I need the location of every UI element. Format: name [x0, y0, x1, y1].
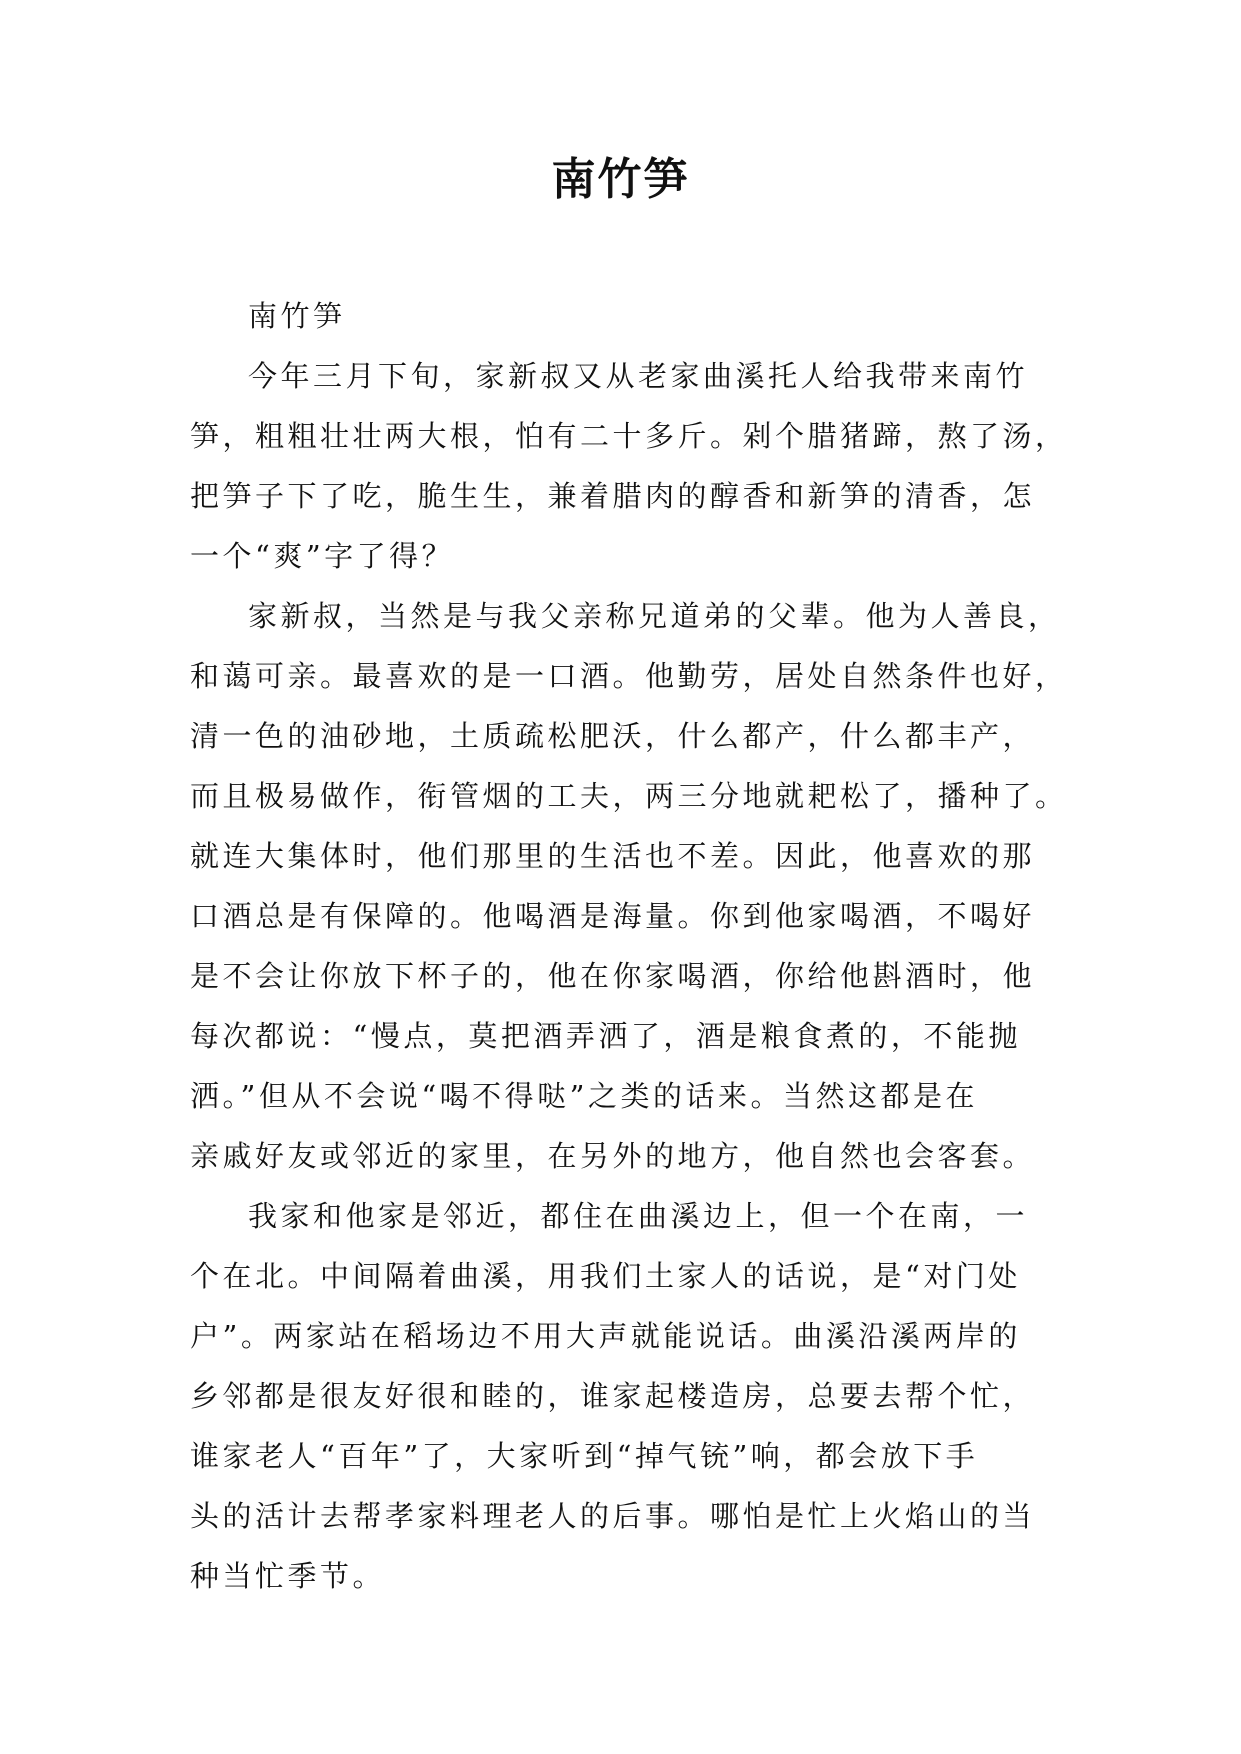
text-line: 和蔼可亲。最喜欢的是一口酒。他勤劳，居处自然条件也好， [190, 659, 1068, 693]
text-line: 就连大集体时，他们那里的生活也不差。因此，他喜欢的那 [190, 839, 1036, 873]
text-line: 乡邻都是很友好很和睦的，谁家起楼造房，总要去帮个忙， [190, 1379, 1036, 1413]
document-body [190, 286, 1080, 1606]
text-line: 一个“爽”字了得？ [190, 539, 455, 573]
text-line: 是不会让你放下杯子的，他在你家喝酒，你给他斟酒时，他 [190, 959, 1036, 993]
text-line: 谁家老人“百年”了，大家听到“掉气铳”响，都会放下手 [190, 1439, 979, 1473]
text-line: 头的活计去帮孝家料理老人的后事。哪怕是忙上火焰山的当 [190, 1499, 1036, 1533]
text-line: 我家和他家是邻近，都住在曲溪边上，但一个在南，一 [248, 1199, 1029, 1233]
paragraph [190, 586, 1080, 1186]
text-line: 个在北。中间隔着曲溪，用我们土家人的话说，是“对门处 [190, 1259, 1021, 1293]
text-line: 清一色的油砂地，土质疏松肥沃，什么都产，什么都丰产， [190, 719, 1036, 753]
paragraph [190, 1186, 1080, 1606]
document-title: 南竹笋 [551, 154, 690, 205]
paragraph [190, 346, 1080, 586]
paragraph [190, 286, 1080, 346]
text-line: 每次都说：“慢点，莫把酒弄洒了，酒是粮食煮的，不能抛 [190, 1019, 1021, 1053]
text-line: 家新叔，当然是与我父亲称兄道弟的父辈。他为人善良， [248, 599, 1061, 633]
text-line: 洒。”但从不会说“喝不得哒”之类的话来。当然这都是在 [190, 1079, 978, 1113]
text-line: 亲戚好友或邻近的家里，在另外的地方，他自然也会客套。 [190, 1139, 1036, 1173]
text-line: 把笋子下了吃，脆生生，兼着腊肉的醇香和新笋的清香，怎 [190, 479, 1036, 513]
text-line: 种当忙季节。 [190, 1559, 386, 1593]
text-line: 南竹笋 [248, 299, 346, 333]
text-line: 今年三月下旬，家新叔又从老家曲溪托人给我带来南竹 [248, 359, 1029, 393]
text-line: 笋，粗粗壮壮两大根，怕有二十多斤。剁个腊猪蹄，熬了汤， [190, 419, 1068, 453]
text-line: 而且极易做作，衔管烟的工夫，两三分地就耙松了，播种了。 [190, 779, 1068, 813]
text-line: 户”。两家站在稻场边不用大声就能说话。曲溪沿溪两岸的 [190, 1319, 1021, 1353]
text-line: 口酒总是有保障的。他喝酒是海量。你到他家喝酒，不喝好 [190, 899, 1036, 933]
